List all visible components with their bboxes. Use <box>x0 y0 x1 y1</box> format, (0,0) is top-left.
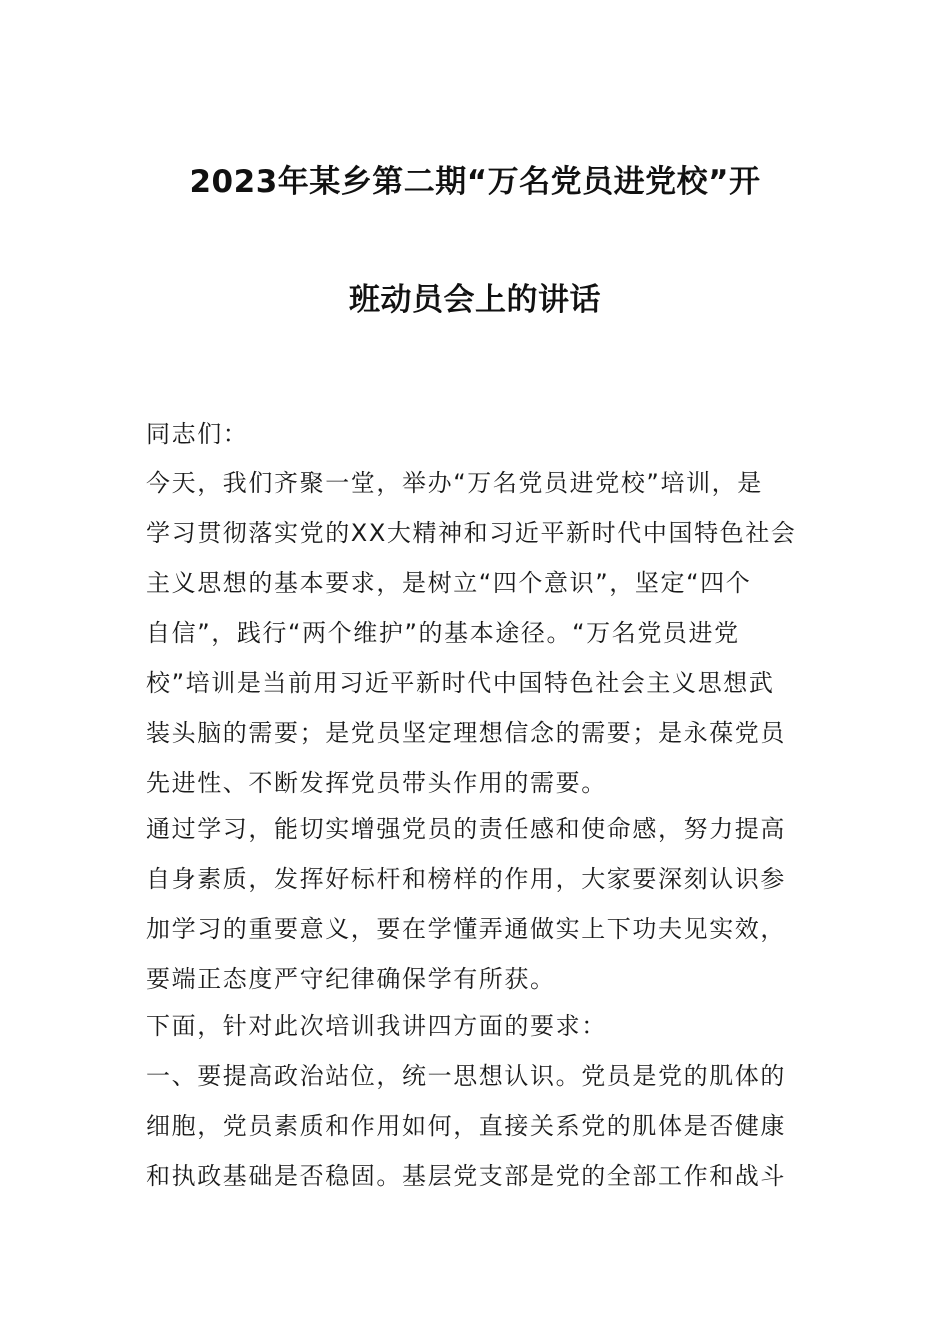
paragraph-line: 通过学习，能切实增强党员的责任感和使命感，努力提高 <box>146 815 786 843</box>
paragraph-line: 主义思想的基本要求，是树立“四个意识”，坚定“四个 <box>146 569 752 597</box>
paragraph-3 <box>146 1001 808 1051</box>
paragraph-line: 加学习的重要意义，要在学懂弄通做实上下功夫见实效， <box>146 915 786 943</box>
salutation <box>146 409 808 459</box>
paragraph-1 <box>146 458 808 808</box>
paragraph-line: 下面，针对此次培训我讲四方面的要求： <box>146 1012 607 1040</box>
paragraph-line: 校”培训是当前用习近平新时代中国特色社会主义思想武 <box>146 669 775 697</box>
paragraph-line: 先进性、不断发挥党员带头作用的需要。 <box>146 769 607 797</box>
paragraph-line: 细胞，党员素质和作用如何，直接关系党的肌体是否健康 <box>146 1112 786 1140</box>
paragraph-line: 今天，我们齐聚一堂，举办“万名党员进党校”培训，是 <box>146 469 763 497</box>
paragraph-line: 自身素质，发挥好标杆和榜样的作用，大家要深刻认识参 <box>146 865 786 893</box>
paragraph-line: 学习贯彻落实党的XX大精神和习近平新时代中国特色社会 <box>146 519 797 547</box>
salutation-text: 同志们： <box>146 420 249 448</box>
paragraph-line: 一、要提高政治站位，统一思想认识。党员是党的肌体的 <box>146 1062 786 1090</box>
document-title-line-2: 班动员会上的讲话 <box>349 282 601 318</box>
paragraph-2 <box>146 804 808 1004</box>
document-title-line-1: 2023年某乡第二期“万名党员进党校”开 <box>189 164 761 200</box>
paragraph-line: 和执政基础是否稳固。基层党支部是党的全部工作和战斗 <box>146 1162 786 1190</box>
paragraph-line: 装头脑的需要；是党员坚定理想信念的需要；是永葆党员 <box>146 719 786 747</box>
paragraph-line: 要端正态度严守纪律确保学有所获。 <box>146 965 556 993</box>
paragraph-line: 自信”，践行“两个维护”的基本途径。“万名党员进党 <box>146 619 740 647</box>
paragraph-4 <box>146 1051 808 1201</box>
